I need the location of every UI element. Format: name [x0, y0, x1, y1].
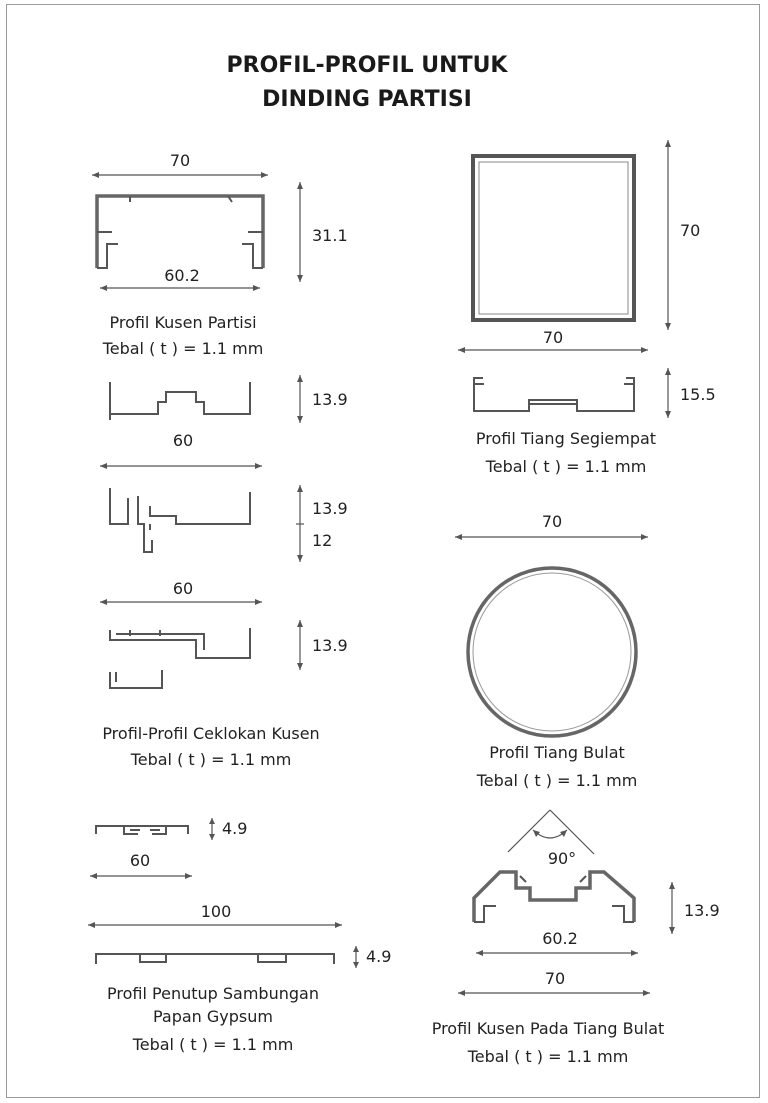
kusen-tiang-bulat-caption: Profil Kusen Pada Tiang Bulat — [431, 1019, 665, 1038]
tiang-bulat-diameter-label: 70 — [541, 512, 563, 531]
title-line-1: PROFIL-PROFIL UNTUK — [226, 53, 508, 78]
ceklokan-profile1-height-label: 13.9 — [312, 390, 348, 409]
kusen-tiang-bulat-thickness: Tebal ( t ) = 1.1 mm — [467, 1047, 629, 1066]
ceklokan-profile1-width-label: 60 — [172, 431, 194, 450]
penutup-large-height-label: 4.9 — [366, 947, 392, 966]
kusen-partisi-width-label: 70 — [169, 151, 191, 170]
penutup-small-height-label: 4.9 — [222, 819, 248, 838]
tiang-segiempat-profile — [458, 140, 716, 476]
penutup-large-width-label: 100 — [200, 902, 232, 921]
kusen-tiang-bulat-angle-label: 90° — [547, 849, 577, 868]
tiang-segiempat-height-label: 70 — [680, 221, 701, 240]
ceklokan-profile3-width-label: 60 — [172, 579, 194, 598]
kusen-partisi-inner-width-label: 60.2 — [164, 266, 200, 285]
kusen-partisi-caption: Profil Kusen Partisi — [109, 313, 257, 332]
ceklokan-caption: Profil-Profil Ceklokan Kusen — [102, 724, 320, 743]
kusen-partisi-height-label: 31.1 — [312, 226, 348, 245]
title-line-2: DINDING PARTISI — [262, 87, 472, 112]
ceklokan-kusen-profiles — [100, 375, 348, 769]
penutup-small-width-label: 60 — [129, 851, 151, 870]
penutup-thickness: Tebal ( t ) = 1.1 mm — [132, 1035, 294, 1054]
kusen-tiang-bulat-width-label: 70 — [544, 969, 566, 988]
tiang-bulat-thickness: Tebal ( t ) = 1.1 mm — [476, 771, 638, 790]
tiang-segiempat-caption: Profil Tiang Segiempat — [475, 429, 657, 448]
ceklokan-thickness: Tebal ( t ) = 1.1 mm — [130, 750, 292, 769]
tiang-segiempat-thickness: Tebal ( t ) = 1.1 mm — [485, 457, 647, 476]
kusen-tiang-bulat-height-label: 13.9 — [684, 901, 720, 920]
tiang-segiempat-channel-height-label: 15.5 — [680, 385, 716, 404]
tiang-segiempat-width-label: 70 — [542, 328, 564, 347]
penutup-caption-line-2: Papan Gypsum — [152, 1007, 274, 1026]
penutup-caption-line-1: Profil Penutup Sambungan — [107, 984, 319, 1003]
kusen-tiang-bulat-profile — [432, 810, 720, 1066]
ceklokan-profile2-height-upper-label: 13.9 — [312, 499, 348, 518]
kusen-partisi-thickness: Tebal ( t ) = 1.1 mm — [102, 339, 264, 358]
kusen-partisi-profile — [92, 151, 348, 358]
ceklokan-profile2-height-lower-label: 12 — [312, 531, 333, 550]
ceklokan-profile3-height-label: 13.9 — [312, 636, 348, 655]
tiang-bulat-profile — [455, 512, 648, 790]
penutup-sambungan-profiles — [88, 818, 391, 1054]
tiang-bulat-caption: Profil Tiang Bulat — [489, 743, 625, 762]
kusen-tiang-bulat-inner-width-label: 60.2 — [542, 929, 578, 948]
